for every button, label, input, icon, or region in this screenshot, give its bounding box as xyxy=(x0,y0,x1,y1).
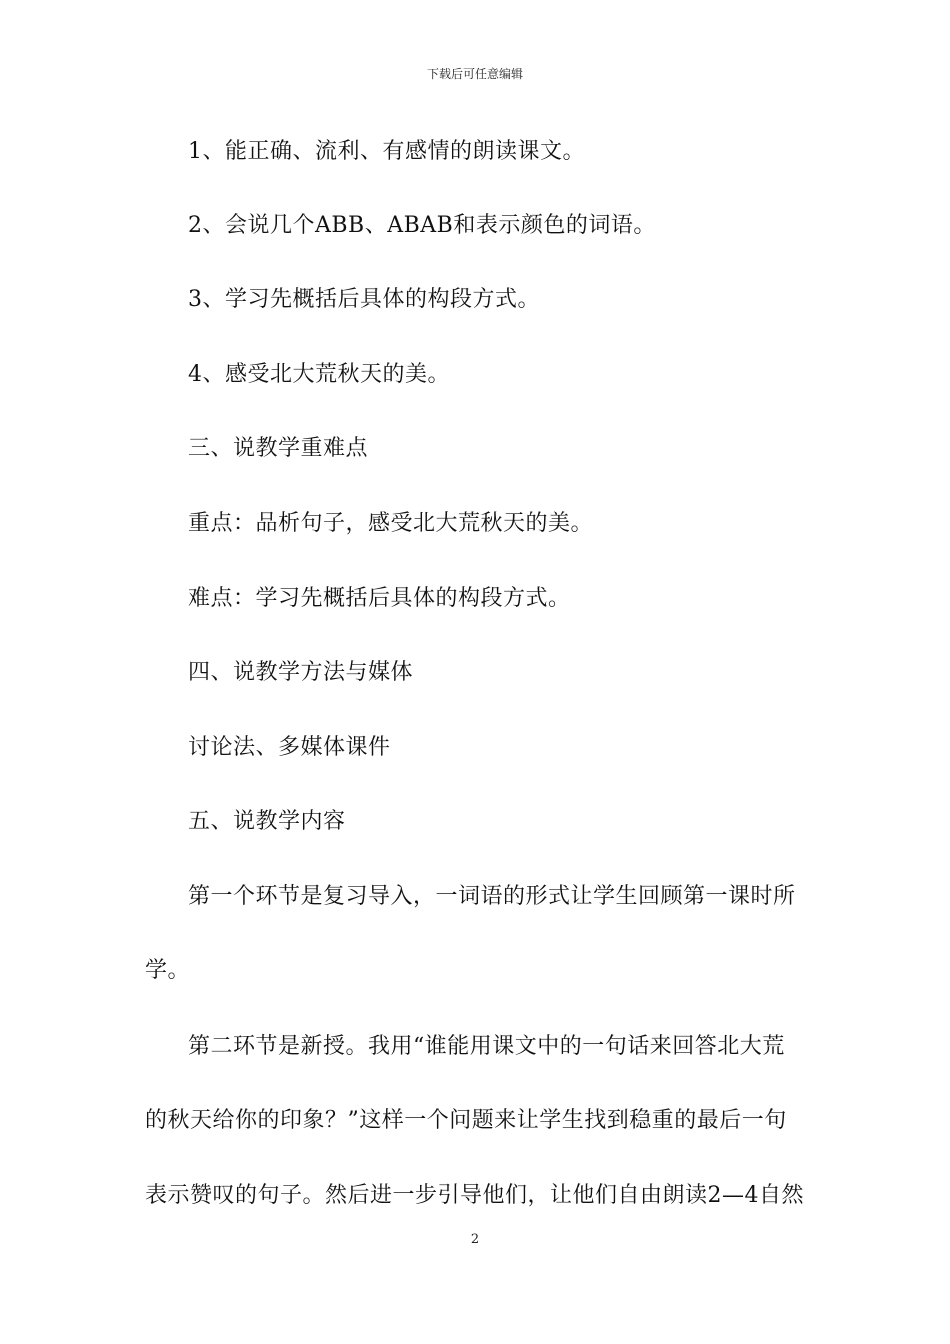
section-heading-4: 四、说教学方法与媒体 xyxy=(188,660,414,685)
page-header: 下载后可任意编辑 xyxy=(426,67,523,81)
methods-text: 讨论法、多媒体课件 xyxy=(188,735,391,760)
objective-1: 1、能正确、流利、有感情的朗读课文。 xyxy=(188,139,585,164)
paragraph-1-line-1: 第一个环节是复习导入，一词语的形式让学生回顾第一课时所 xyxy=(188,884,796,909)
section-heading-3: 三、说教学重难点 xyxy=(188,436,369,461)
objective-2: 2、会说几个ABB、ABAB和表示颜色的词语。 xyxy=(188,213,656,238)
page-number: 2 xyxy=(470,1232,480,1247)
objective-4: 4、感受北大荒秋天的美。 xyxy=(188,362,450,387)
difficult-point: 难点：学习先概括后具体的构段方式。 xyxy=(188,586,571,611)
paragraph-2-line-2: 的秋天给你的印象？”这样一个问题来让学生找到稳重的最后一句 xyxy=(145,1108,787,1133)
key-point: 重点：品析句子，感受北大荒秋天的美。 xyxy=(188,511,594,536)
paragraph-2-line-3: 表示赞叹的句子。然后进一步引导他们，让他们自由朗读2—4自然 xyxy=(145,1183,804,1208)
paragraph-2-line-1: 第二环节是新授。我用“谁能用课文中的一句话来回答北大荒 xyxy=(188,1034,785,1059)
section-heading-5: 五、说教学内容 xyxy=(188,809,346,834)
objective-3: 3、学习先概括后具体的构段方式。 xyxy=(188,287,540,312)
paragraph-1-line-2: 学。 xyxy=(145,958,191,983)
